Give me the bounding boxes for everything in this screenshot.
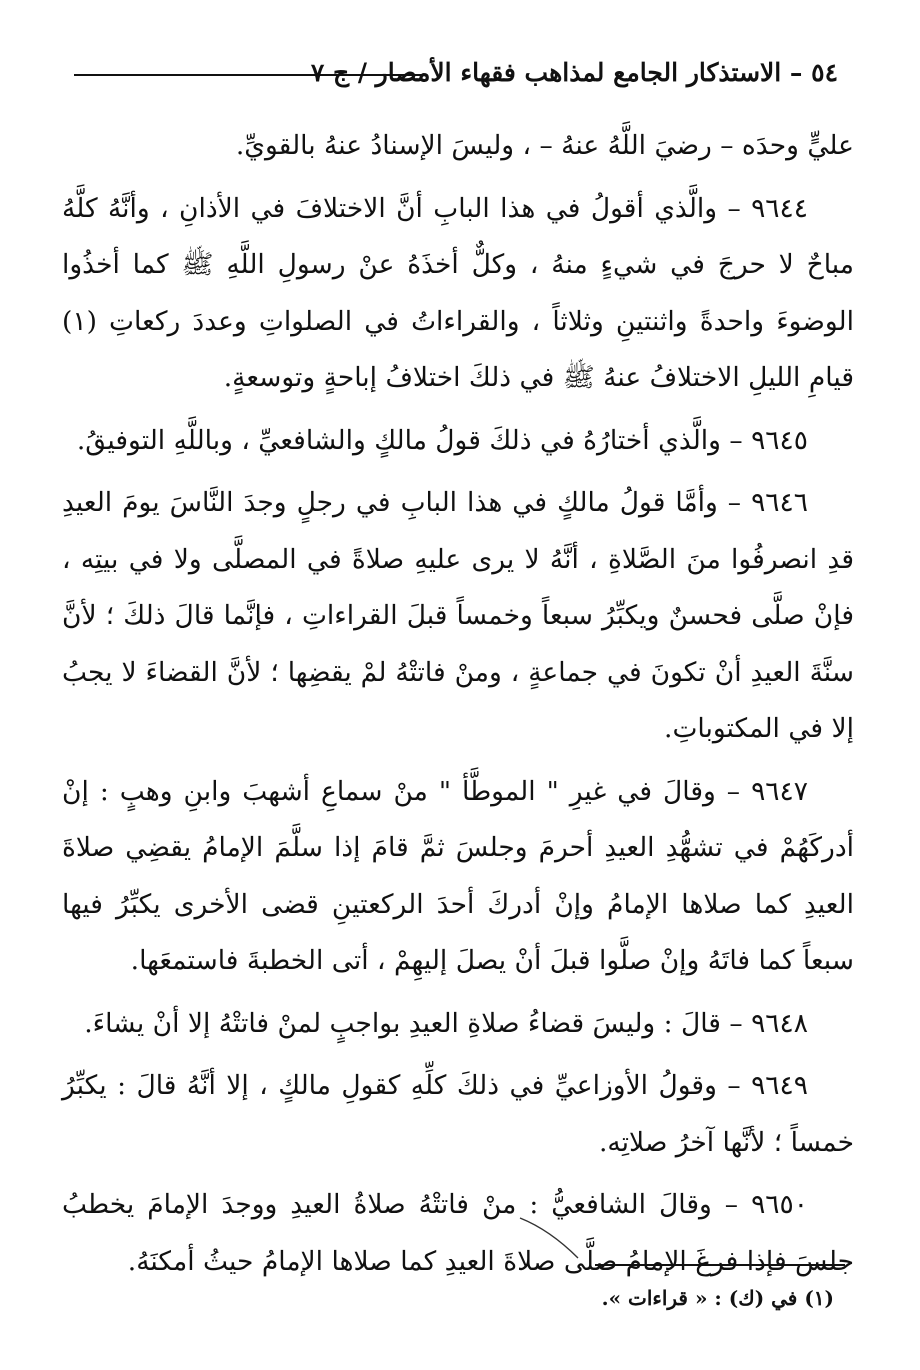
paragraph-9649: ٩٦٤٩ – وقولُ الأوزاعيِّ في ذلكَ كلِّهِ كقولِ مالكٍ ، إلا أنَّهُ قالَ : يكبِّرُ خمساً ؛ لأنَّها آخرُ صلاتِه.: [62, 1070, 854, 1158]
footnote-rule: [595, 1264, 845, 1266]
paragraph-9648: ٩٦٤٨ – قالَ : وليسَ قضاءُ صلاةِ العيدِ بواجبٍ لمنْ فاتتْهُ إلا أنْ يشاءَ.: [84, 1007, 808, 1039]
paragraph-9645: ٩٦٤٥ – والَّذي أختارُهُ في ذلكَ قولُ مالكٍ والشافعيِّ ، وباللَّهِ التوفيقُ.: [76, 424, 808, 456]
paragraph-9647: ٩٦٤٧ – وقالَ في غيرِ " الموطَّأ " منْ سماعِ أشهبَ وابنِ وهبٍ : إنْ أدركَهُمْ في تشهُّدِ العيدِ أحرمَ وجلسَ ثمَّ قامَ إذا سلَّمَ الإمامُ يقضِي صلاةَ العيدِ كما صلاها الإمامُ وإنْ أدركَ أحدَ الركعتينِ قضى الأخرى يكبِّرُ فيها سبعاً كما فاتَهُ وإنْ صلَّوا قبلَ أنْ يصلَ إليهِمْ ، أتى الخطبةَ فاستمعَها.: [62, 775, 854, 976]
footnote: (١) في (ك) : « قراءات ».: [601, 1286, 834, 1310]
paragraph-9650: ٩٦٥٠ – وقالَ الشافعيُّ : منْ فاتتْهُ صلاةُ العيدِ ووجدَ الإمامَ يخطبُ جلسَ فإذا فرغَ الإمامُ صلَّى صلاةَ العيدِ كما صلاها الإمامُ حيثُ أمكنَهُ.: [62, 1189, 854, 1277]
running-title: ٥٤ – الاستذكار الجامع لمذاهب فقهاء الأمصار / ج ٧: [310, 58, 838, 87]
paragraph-9644: ٩٦٤٤ – والَّذي أقولُ في هذا البابِ أنَّ الاختلافَ في الأذانِ ، وأنَّهُ كلَّهُ مباحٌ لا حرجَ في شيءٍ منهُ ، وكلٌّ أخذَهُ عنْ رسولِ اللَّهِ ﷺ كما أخذُوا الوضوءَ واحدةً واثنتينِ وثلاثاً ، والقراءاتُ في الصلواتِ وعددَ ركعاتِ (١) قيامِ الليلِ الاختلافُ عنهُ ﷺ في ذلكَ اختلافُ إباحةٍ وتوسعةٍ.: [62, 192, 854, 393]
paragraph-continuation: عليٍّ وحدَه – رضيَ اللَّهُ عنهُ – ، وليسَ الإسنادُ عنهُ بالقويِّ.: [235, 130, 854, 161]
paragraph-9646: ٩٦٤٦ – وأمَّا قولُ مالكٍ في هذا البابِ في رجلٍ وجدَ النَّاسَ يومَ العيدِ قدِ انصرفُوا منَ الصَّلاةِ ، أنَّهُ لا يرى عليهِ صلاةً في المصلَّى ولا في بيتِه ، فإنْ صلَّى فحسنٌ ويكبِّرُ سبعاً وخمساً قبلَ القراءاتِ ، فإنَّما قالَ ذلكَ ؛ لأنَّ سنَّةَ العيدِ أنْ تكونَ في جماعةٍ ، ومنْ فاتتْهُ لمْ يقضِها ؛ لأنَّ القضاءَ لا يجبُ إلا في المكتوباتِ.: [62, 487, 854, 744]
